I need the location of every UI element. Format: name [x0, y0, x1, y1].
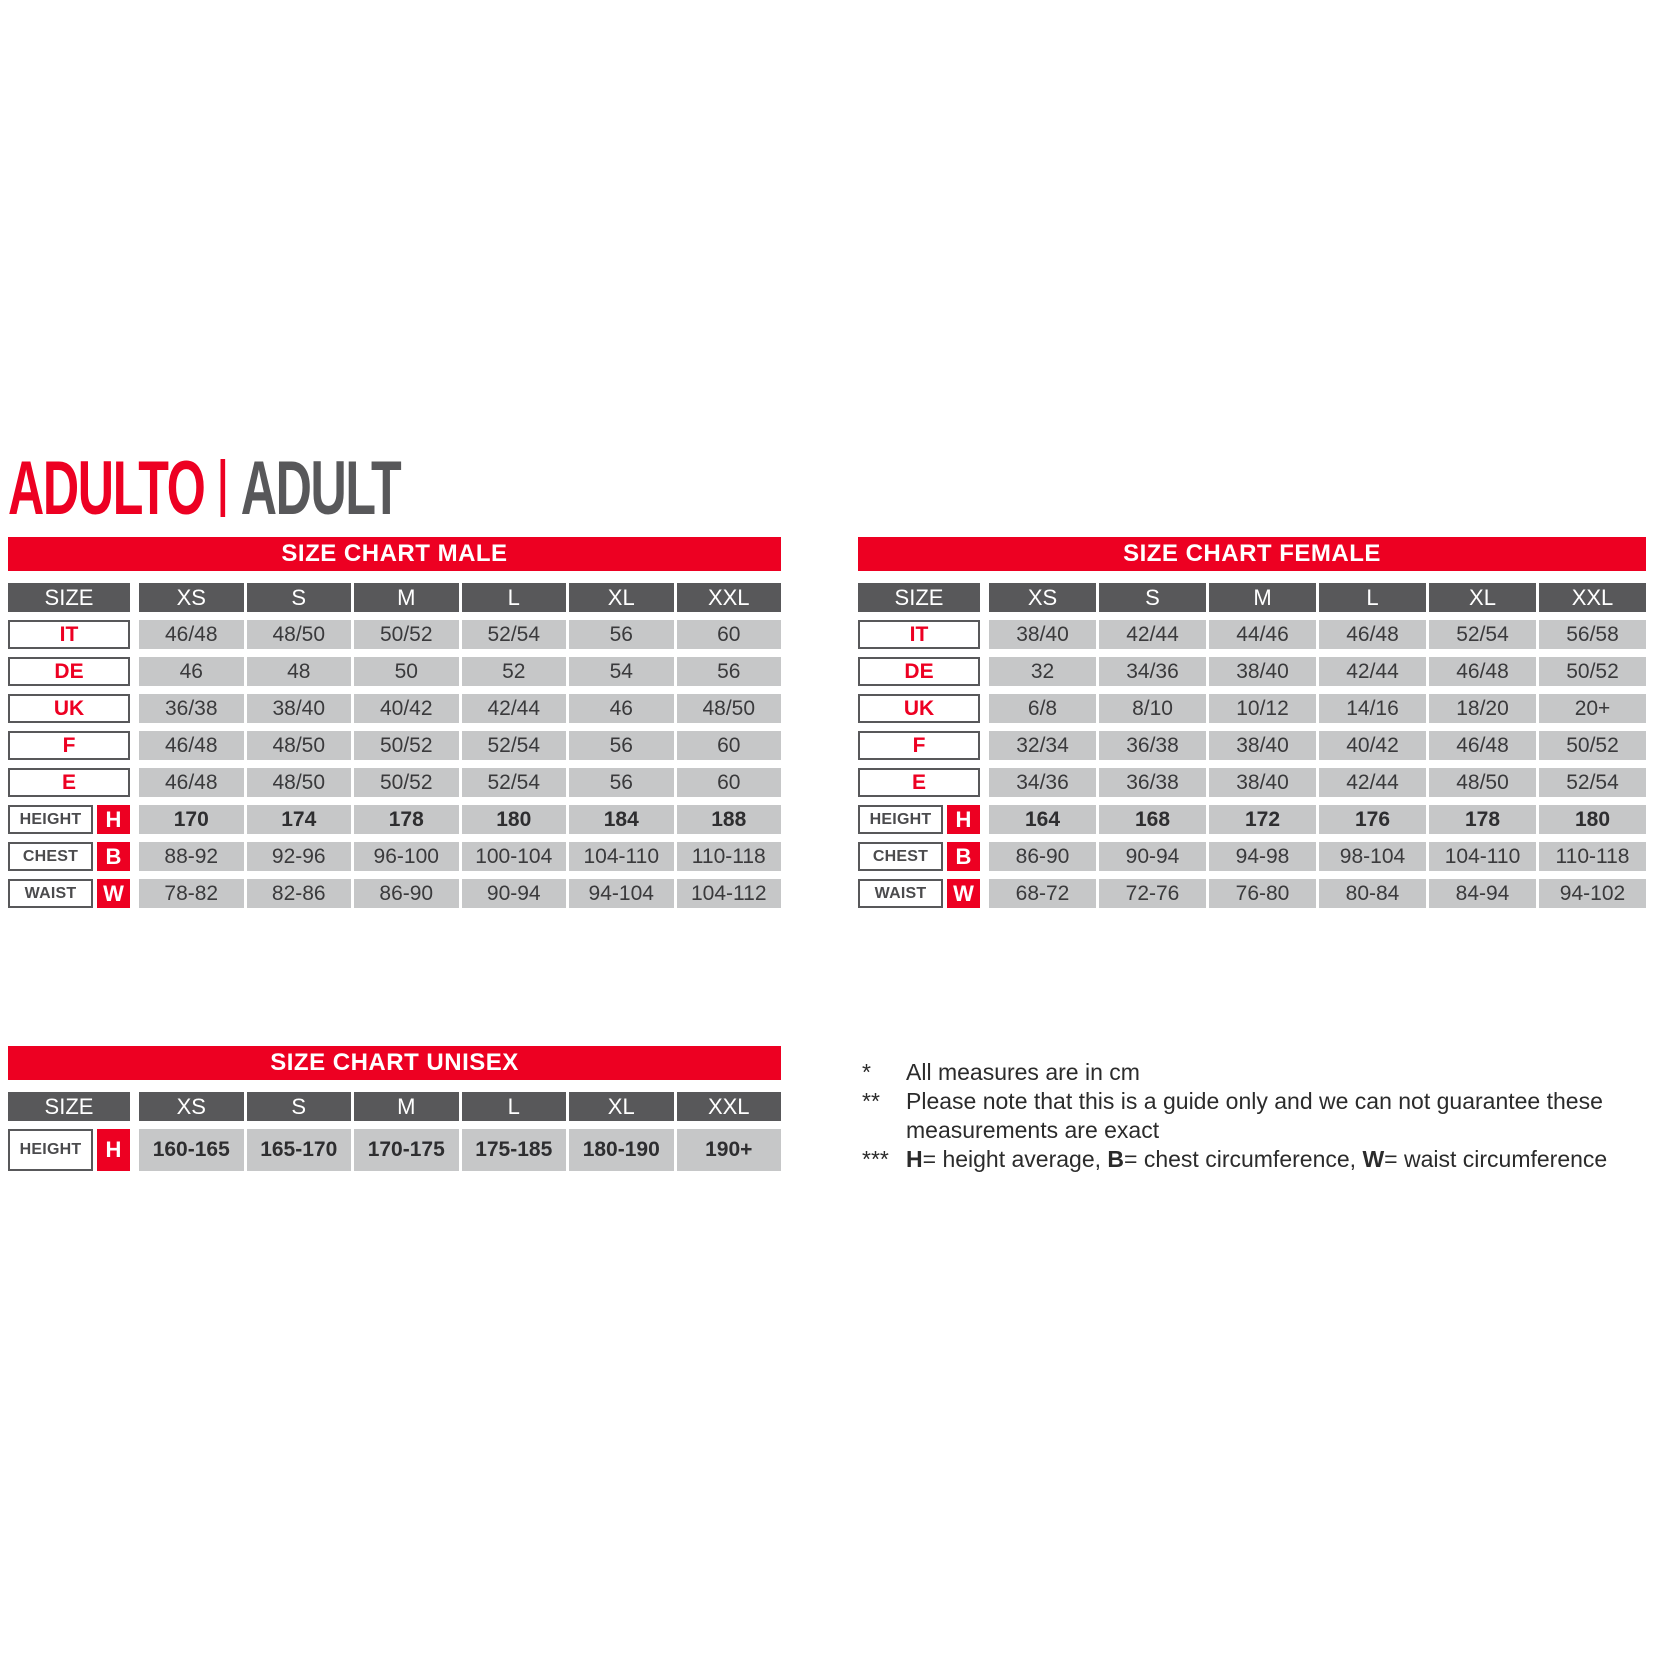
- data-cell: 46/48: [1429, 731, 1536, 760]
- data-cell: 72-76: [1099, 879, 1206, 908]
- measure-label: WAIST: [8, 879, 93, 908]
- measure-label-group: [858, 879, 980, 908]
- data-cell: 50/52: [354, 731, 459, 760]
- footnote-bold-term: B: [1107, 1146, 1125, 1172]
- data-cell: 98-104: [1319, 842, 1426, 871]
- data-cell: 34/36: [1099, 657, 1206, 686]
- data-cell: 38/40: [1209, 768, 1316, 797]
- size-header-cell: SIZE: [8, 1092, 130, 1121]
- column-header-row: [858, 583, 1646, 612]
- measure-label-group: [8, 805, 130, 834]
- footnote-marker: *: [862, 1059, 871, 1085]
- size-row: [858, 731, 1646, 760]
- data-cell: 38/40: [247, 694, 352, 723]
- data-cell: 42/44: [1099, 620, 1206, 649]
- data-cell: 46: [569, 694, 674, 723]
- data-cell: 52: [462, 657, 567, 686]
- footnote-text-part: = waist circumference: [1384, 1146, 1608, 1172]
- data-cell: 92-96: [247, 842, 352, 871]
- data-cell: 86-90: [354, 879, 459, 908]
- data-cell: 50: [354, 657, 459, 686]
- data-cell: 40/42: [1319, 731, 1426, 760]
- footnote-text-part: = height average,: [922, 1146, 1108, 1172]
- measure-row-cells: [989, 842, 1646, 871]
- measure-row-cells: [139, 842, 781, 871]
- data-cell: 46/48: [1429, 657, 1536, 686]
- data-cell: 46/48: [139, 620, 244, 649]
- measure-label-group: [858, 805, 980, 834]
- data-cell: 54: [569, 657, 674, 686]
- size-row-cells: [139, 731, 781, 760]
- data-cell: 184: [569, 805, 674, 834]
- measure-row-cells: [989, 805, 1646, 834]
- data-cell: 50/52: [1539, 657, 1646, 686]
- data-cell: 48/50: [247, 731, 352, 760]
- size-row: [8, 731, 781, 760]
- row-label: DE: [8, 657, 130, 686]
- page-title: [8, 446, 400, 530]
- size-chart-male-table: [8, 537, 781, 916]
- data-cell: 52/54: [462, 768, 567, 797]
- size-row: [858, 657, 1646, 686]
- data-cell: 165-170: [247, 1129, 352, 1171]
- measure-key-badge: W: [947, 879, 980, 908]
- size-row: [8, 620, 781, 649]
- table-title-bar: SIZE CHART MALE: [8, 537, 781, 571]
- data-cell: 46/48: [139, 768, 244, 797]
- data-cell: 38/40: [1209, 731, 1316, 760]
- column-header-cell: M: [354, 1092, 459, 1121]
- footnote-line: [862, 1058, 1654, 1087]
- data-cell: 50/52: [354, 768, 459, 797]
- footnote-marker: ***: [862, 1146, 889, 1172]
- footnote-line: [862, 1145, 1654, 1174]
- data-cell: 172: [1209, 805, 1316, 834]
- data-cell: 188: [677, 805, 782, 834]
- data-cell: 164: [989, 805, 1096, 834]
- data-cell: 18/20: [1429, 694, 1536, 723]
- data-cell: 52/54: [462, 731, 567, 760]
- row-label: IT: [858, 620, 980, 649]
- column-header-cell: XL: [1429, 583, 1536, 612]
- column-header-row: [8, 583, 781, 612]
- data-cell: 50/52: [354, 620, 459, 649]
- column-header-cell: S: [247, 583, 352, 612]
- data-cell: 82-86: [247, 879, 352, 908]
- measure-label: HEIGHT: [8, 805, 93, 834]
- measure-label: HEIGHT: [8, 1129, 93, 1171]
- title-separator-bar: [220, 459, 225, 517]
- data-cell: 42/44: [1319, 768, 1426, 797]
- data-cell: 60: [677, 620, 782, 649]
- data-cell: 34/36: [989, 768, 1096, 797]
- column-header-cells: [139, 583, 781, 612]
- size-row: [8, 768, 781, 797]
- column-header-cell: M: [354, 583, 459, 612]
- data-cell: 36/38: [1099, 731, 1206, 760]
- measure-label-group: [8, 842, 130, 871]
- data-cell: 52/54: [1429, 620, 1536, 649]
- column-header-cell: XL: [569, 583, 674, 612]
- size-row-cells: [989, 731, 1646, 760]
- data-cell: 46: [139, 657, 244, 686]
- measure-row-cells: [139, 879, 781, 908]
- data-cell: 52/54: [462, 620, 567, 649]
- data-cell: 56/58: [1539, 620, 1646, 649]
- column-header-cell: XS: [139, 1092, 244, 1121]
- data-cell: 170: [139, 805, 244, 834]
- data-cell: 56: [677, 657, 782, 686]
- size-row: [858, 694, 1646, 723]
- data-cell: 94-102: [1539, 879, 1646, 908]
- size-chart-unisex-table: [8, 1046, 781, 1179]
- data-cell: 36/38: [1099, 768, 1206, 797]
- column-header-cell: XS: [989, 583, 1096, 612]
- column-header-cell: XXL: [677, 583, 782, 612]
- measure-label: HEIGHT: [858, 805, 943, 834]
- data-cell: 60: [677, 768, 782, 797]
- row-label: F: [8, 731, 130, 760]
- data-cell: 76-80: [1209, 879, 1316, 908]
- data-cell: 38/40: [989, 620, 1096, 649]
- measure-key-badge: B: [97, 842, 130, 871]
- data-cell: 178: [1429, 805, 1536, 834]
- footnote-marker: **: [862, 1088, 880, 1114]
- data-cell: 178: [354, 805, 459, 834]
- data-cell: 6/8: [989, 694, 1096, 723]
- column-header-cell: S: [1099, 583, 1206, 612]
- column-header-cell: XS: [139, 583, 244, 612]
- size-row: [858, 768, 1646, 797]
- column-header-cell: XXL: [677, 1092, 782, 1121]
- measure-row: [858, 879, 1646, 908]
- measure-label-group: [858, 842, 980, 871]
- measure-key-badge: H: [947, 805, 980, 834]
- data-cell: 46/48: [139, 731, 244, 760]
- footnote-line: [862, 1087, 1654, 1145]
- data-cell: 14/16: [1319, 694, 1426, 723]
- size-row-cells: [989, 620, 1646, 649]
- size-row-cells: [989, 768, 1646, 797]
- data-cell: 48: [247, 657, 352, 686]
- footnote-text: [906, 1145, 1607, 1174]
- data-cell: 86-90: [989, 842, 1096, 871]
- data-cell: 10/12: [1209, 694, 1316, 723]
- size-row-cells: [989, 657, 1646, 686]
- data-cell: 80-84: [1319, 879, 1426, 908]
- data-cell: 190+: [677, 1129, 782, 1171]
- column-header-cell: L: [1319, 583, 1426, 612]
- size-row: [8, 694, 781, 723]
- row-label: E: [8, 768, 130, 797]
- data-cell: 84-94: [1429, 879, 1536, 908]
- size-row: [858, 620, 1646, 649]
- data-cell: 170-175: [354, 1129, 459, 1171]
- column-header-cell: S: [247, 1092, 352, 1121]
- measure-label: CHEST: [858, 842, 943, 871]
- row-label: DE: [858, 657, 980, 686]
- row-label: UK: [858, 694, 980, 723]
- row-label: IT: [8, 620, 130, 649]
- table-title-bar: SIZE CHART UNISEX: [8, 1046, 781, 1080]
- measure-key-badge: W: [97, 879, 130, 908]
- data-cell: 88-92: [139, 842, 244, 871]
- data-cell: 78-82: [139, 879, 244, 908]
- footnotes: [862, 1058, 1654, 1174]
- data-cell: 96-100: [354, 842, 459, 871]
- data-cell: 104-110: [1429, 842, 1536, 871]
- footnote-bold-term: H: [906, 1146, 923, 1172]
- measure-key-badge: H: [97, 805, 130, 834]
- size-row-cells: [989, 694, 1646, 723]
- measure-label: CHEST: [8, 842, 93, 871]
- data-cell: 48/50: [677, 694, 782, 723]
- data-cell: 44/46: [1209, 620, 1316, 649]
- measure-row: [858, 842, 1646, 871]
- data-cell: 60: [677, 731, 782, 760]
- data-cell: 174: [247, 805, 352, 834]
- column-header-cells: [139, 1092, 781, 1121]
- data-cell: 48/50: [247, 768, 352, 797]
- data-cell: 56: [569, 731, 674, 760]
- data-cell: 48/50: [247, 620, 352, 649]
- data-cell: 110-118: [1539, 842, 1646, 871]
- data-cell: 36/38: [139, 694, 244, 723]
- page-title-primary: ADULTO: [8, 445, 205, 531]
- measure-row-cells: [989, 879, 1646, 908]
- footnote-text: [906, 1087, 1606, 1145]
- table-title-bar: SIZE CHART FEMALE: [858, 537, 1646, 571]
- measure-row: [8, 805, 781, 834]
- column-header-cell: M: [1209, 583, 1316, 612]
- measure-row: [858, 805, 1646, 834]
- measure-row-cells: [139, 1129, 781, 1171]
- data-cell: 46/48: [1319, 620, 1426, 649]
- size-header-cell: SIZE: [8, 583, 130, 612]
- row-label: UK: [8, 694, 130, 723]
- data-cell: 176: [1319, 805, 1426, 834]
- footnote-bold-term: W: [1362, 1146, 1385, 1172]
- data-cell: 56: [569, 768, 674, 797]
- footnote-text-part: Please note that this is a guide only and we can not guarantee these measurements are exact: [906, 1088, 1603, 1143]
- column-header-cell: XL: [569, 1092, 674, 1121]
- data-cell: 50/52: [1539, 731, 1646, 760]
- row-label: F: [858, 731, 980, 760]
- data-cell: 40/42: [354, 694, 459, 723]
- data-cell: 100-104: [462, 842, 567, 871]
- data-cell: 56: [569, 620, 674, 649]
- measure-key-badge: B: [947, 842, 980, 871]
- data-cell: 48/50: [1429, 768, 1536, 797]
- data-cell: 90-94: [462, 879, 567, 908]
- size-row: [8, 657, 781, 686]
- page-title-secondary: ADULT: [240, 445, 401, 531]
- data-cell: 68-72: [989, 879, 1096, 908]
- data-cell: 168: [1099, 805, 1206, 834]
- size-chart-female-table: [858, 537, 1646, 916]
- measure-row-cells: [139, 805, 781, 834]
- column-header-cell: L: [462, 583, 567, 612]
- size-row-cells: [139, 768, 781, 797]
- data-cell: 180: [462, 805, 567, 834]
- row-label: E: [858, 768, 980, 797]
- size-row-cells: [139, 620, 781, 649]
- size-row-cells: [139, 694, 781, 723]
- data-cell: 94-98: [1209, 842, 1316, 871]
- measure-label-group: [8, 1129, 130, 1171]
- measure-row: [8, 842, 781, 871]
- data-cell: 104-110: [569, 842, 674, 871]
- data-cell: 90-94: [1099, 842, 1206, 871]
- data-cell: 38/40: [1209, 657, 1316, 686]
- data-cell: 110-118: [677, 842, 782, 871]
- footnote-text-part: = chest circumference,: [1124, 1146, 1363, 1172]
- column-header-cell: XXL: [1539, 583, 1646, 612]
- data-cell: 104-112: [677, 879, 782, 908]
- column-header-cell: L: [462, 1092, 567, 1121]
- size-row-cells: [139, 657, 781, 686]
- column-header-cells: [989, 583, 1646, 612]
- measure-row: [8, 879, 781, 908]
- footnote-text-part: All measures are in cm: [906, 1059, 1140, 1085]
- measure-label: WAIST: [858, 879, 943, 908]
- data-cell: 180: [1539, 805, 1646, 834]
- data-cell: 8/10: [1099, 694, 1206, 723]
- data-cell: 32/34: [989, 731, 1096, 760]
- data-cell: 20+: [1539, 694, 1646, 723]
- data-cell: 175-185: [462, 1129, 567, 1171]
- data-cell: 52/54: [1539, 768, 1646, 797]
- data-cell: 94-104: [569, 879, 674, 908]
- column-header-row: [8, 1092, 781, 1121]
- data-cell: 180-190: [569, 1129, 674, 1171]
- data-cell: 32: [989, 657, 1096, 686]
- data-cell: 42/44: [1319, 657, 1426, 686]
- measure-label-group: [8, 879, 130, 908]
- footnote-text: [906, 1058, 1140, 1087]
- measure-row: [8, 1129, 781, 1171]
- data-cell: 160-165: [139, 1129, 244, 1171]
- size-header-cell: SIZE: [858, 583, 980, 612]
- measure-key-badge: H: [97, 1129, 130, 1171]
- data-cell: 42/44: [462, 694, 567, 723]
